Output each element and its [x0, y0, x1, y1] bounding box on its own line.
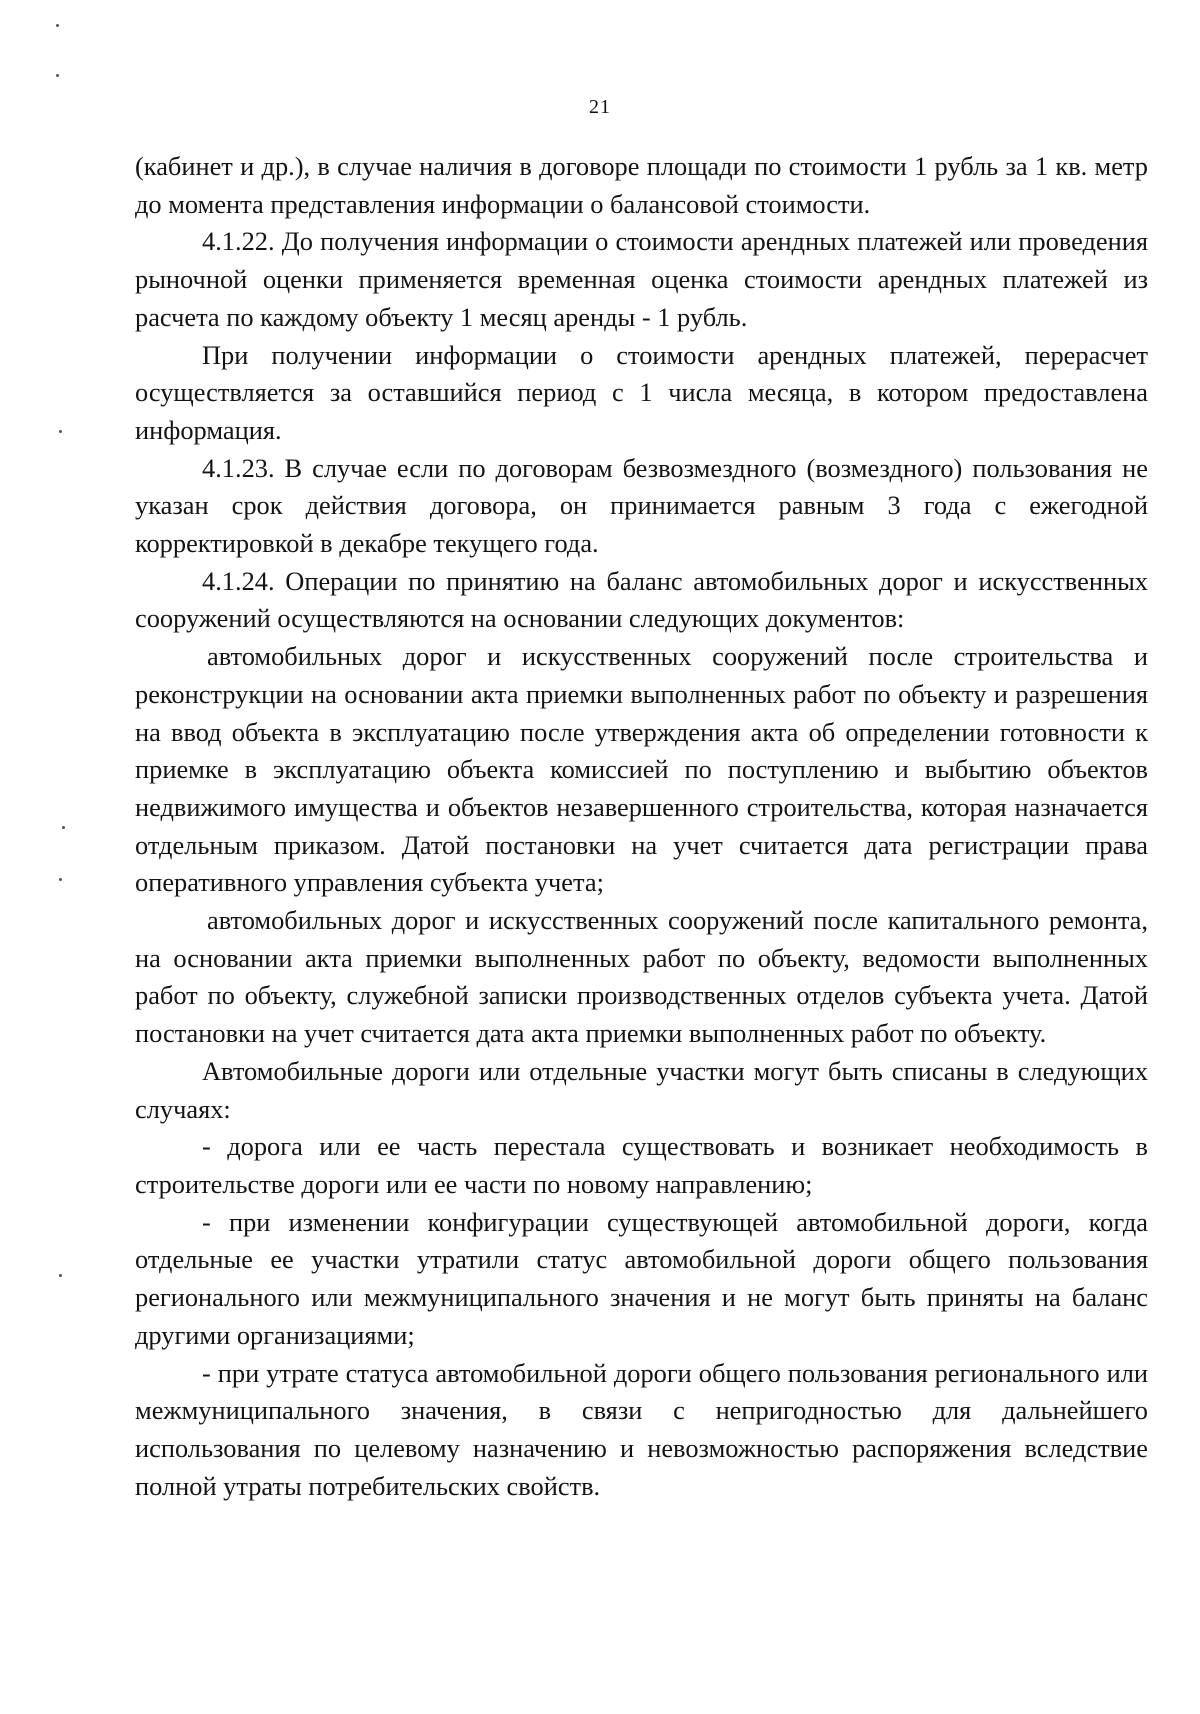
paragraph: - при утрате статуса автомобильной дороги общего пользования регионального или межмуниципального значения, в связи с непригодностью для дальнейшего использования по целевому назначению и невозможностью распоряжения вследствие полной утраты потребительских свойств. [135, 1357, 1148, 1501]
paragraph: 4.1.23. В случае если по договорам безвозмездного (возмездного) пользования не указан срок действия договора, он принимается равным 3 года с ежегодной корректировкой в декабре текущего года. [135, 452, 1148, 559]
paragraph: 4.1.22. До получения информации о стоимости арендных платежей или проведения рыночной оценки применяется временная оценка стоимости арендных платежей из расчета по каждому объекту 1 месяц аренды - 1 рубль. [135, 226, 1148, 332]
scan-speck [62, 826, 65, 829]
paragraph: - при изменении конфигурации существующей автомобильной дороги, когда отдельные ее участки утратили статус автомобильной дороги общего пользования регионального или межмуниципального значения и не могут быть приняты на баланс другими организациями; [135, 1206, 1148, 1350]
paragraph: автомобильных дорог и искусственных сооружений после строительства и реконструкции на основании акта приемки выполненных работ по объекту и разрешения на ввод объекта в эксплуатацию после утверждения акта об определении готовности к приемке в эксплуатацию объекта комиссией по поступлению и выбытию объектов недвижимого имущества и объектов незавершенного строительства, которая назначается отдельным приказом. Датой постановки на учет считается дата регистрации права оперативного управления субъекта учета; [135, 641, 1148, 898]
page-number: 21 [589, 96, 611, 118]
paragraph: Автомобильные дороги или отдельные участки могут быть списаны в следующих случаях: [135, 1055, 1148, 1124]
scan-speck [59, 878, 62, 881]
paragraph: автомобильных дорог и искусственных сооружений после капитального ремонта, на основании акта приемки выполненных работ по объекту, ведомости выполненных работ по объекту, служебной записки производственных отделов субъекта учета. Датой постановки на учет считается дата акта приемки выполненных работ по объекту. [135, 905, 1148, 1049]
paragraph: - дорога или ее часть перестала существовать и возникает необходимость в строительстве дороги или ее части по новому направлению; [135, 1131, 1148, 1199]
paragraph: 4.1.24. Операции по принятию на баланс автомобильных дорог и искусственных сооружений осуществляются на основании следующих документов: [135, 565, 1148, 634]
scan-speck [56, 24, 59, 27]
document-body [135, 148, 1148, 1505]
scan-speck [56, 74, 59, 77]
paragraph: При получении информации о стоимости арендных платежей, перерасчет осуществляется за оставшийся период с 1 числа месяца, в котором предоставлена информация. [135, 339, 1148, 445]
scan-speck [59, 430, 62, 433]
paragraph: (кабинет и др.), в случае наличия в договоре площади по стоимости 1 рубль за 1 кв. метр до момента представления информации о балансовой стоимости. [135, 151, 1148, 219]
scan-speck [59, 1274, 62, 1277]
